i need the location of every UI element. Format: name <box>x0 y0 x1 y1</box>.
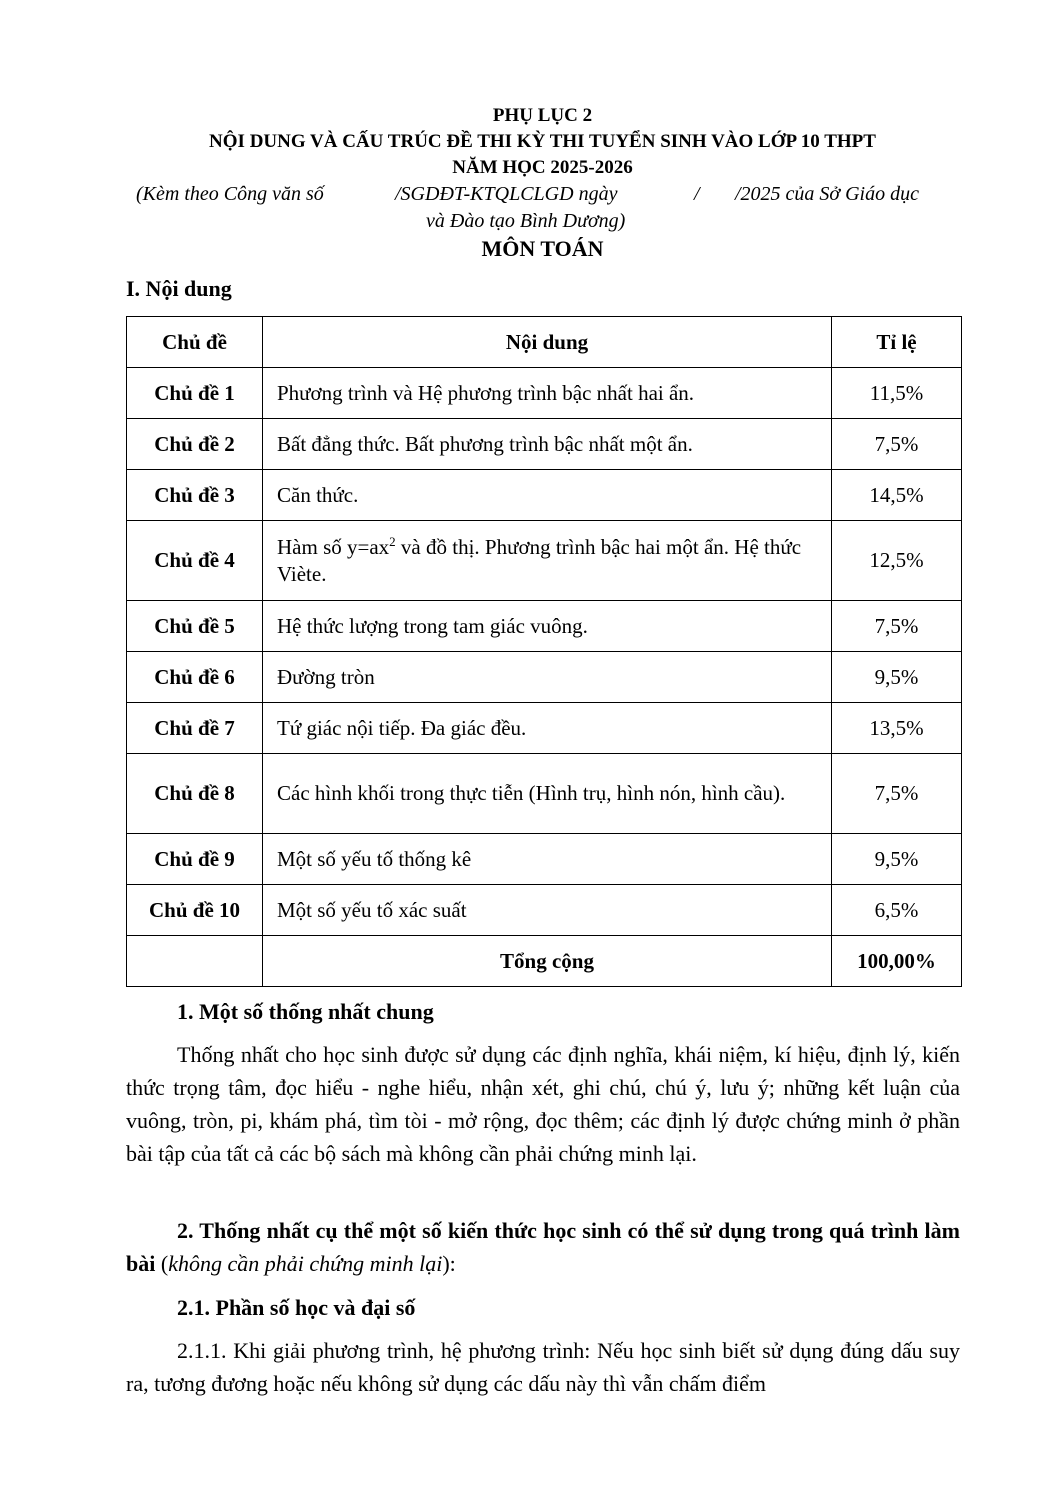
reference-part2: /SGDĐT-KTQLCLGD ngày <box>395 183 618 205</box>
content-cell: Hệ thức lượng trong tam giác vuông. <box>263 601 832 652</box>
topic-cell: Chủ đề 3 <box>127 470 263 521</box>
document-title: NỘI DUNG VÀ CẤU TRÚC ĐỀ THI KỲ THI TUYỂN SINH VÀO LỚP 10 THPT <box>209 131 876 152</box>
content-cell <box>263 521 832 601</box>
total-value: 100,00% <box>832 936 962 987</box>
empty-cell <box>127 936 263 987</box>
subsection-2-title <box>126 1214 960 1280</box>
topic-cell: Chủ đề 6 <box>127 652 263 703</box>
subsection-1-text: Thống nhất cho học sinh được sử dụng các định nghĩa, khái niệm, kí hiệu, định lý, kiến thức trọng tâm, đọc hiểu - nghe hiểu, nhận xét, ghi chú, chú ý, lưu ý; những kết luận của vuông, tròn, pi, khám phá, tìm tòi - mở rộng, đọc thêm; các định lý được chứng minh ở phần bài tập của tất cả các bộ sách mà không cần phải chứng minh lại. <box>126 1042 960 1166</box>
table-row <box>127 368 962 419</box>
column-header: Tỉ lệ <box>832 317 962 368</box>
subsection-2-note: không cần phải chứng minh lại <box>168 1251 443 1276</box>
reference-line2: và Đào tạo Bình Dương) <box>426 210 626 232</box>
rate-cell: 7,5% <box>832 419 962 470</box>
paren-close: ): <box>442 1251 456 1276</box>
table-header-row <box>127 317 962 368</box>
table-row <box>127 885 962 936</box>
paren-open: ( <box>155 1251 169 1276</box>
table-row <box>127 470 962 521</box>
section-heading: I. Nội dung <box>126 276 232 301</box>
content-cell: Đường tròn <box>263 652 832 703</box>
table-total-row <box>127 936 962 987</box>
content-text: Hàm số y=ax <box>277 534 390 559</box>
content-cell: Một số yếu tố xác suất <box>263 885 832 936</box>
table-row <box>127 652 962 703</box>
content-cell: Bất đẳng thức. Bất phương trình bậc nhất một ẩn. <box>263 419 832 470</box>
document-header <box>0 103 1061 181</box>
appendix-title: PHỤ LỤC 2 <box>492 105 593 126</box>
content-cell: Các hình khối trong thực tiễn (Hình trụ, hình nón, hình cầu). <box>263 754 832 834</box>
content-cell: Tứ giác nội tiếp. Đa giác đều. <box>263 703 832 754</box>
rate-cell: 9,5% <box>832 652 962 703</box>
reference-part3: / <box>694 183 700 205</box>
content-cell: Phương trình và Hệ phương trình bậc nhất hai ẩn. <box>263 368 832 419</box>
topic-cell: Chủ đề 2 <box>127 419 263 470</box>
subsection-2-1-title: 2.1. Phần số học và đại số <box>177 1295 416 1320</box>
rate-cell: 13,5% <box>832 703 962 754</box>
exponent: 2 <box>389 533 396 549</box>
topic-cell: Chủ đề 1 <box>127 368 263 419</box>
rate-cell: 12,5% <box>832 521 962 601</box>
reference-part1: (Kèm theo Công văn số <box>136 183 324 205</box>
content-cell: Một số yếu tố thống kê <box>263 834 832 885</box>
subject-title: MÔN TOÁN <box>481 236 604 261</box>
rate-cell: 7,5% <box>832 754 962 834</box>
rate-cell: 11,5% <box>832 368 962 419</box>
table-row <box>127 834 962 885</box>
column-header: Chủ đề <box>127 317 263 368</box>
subsection-1-title: 1. Một số thống nhất chung <box>177 999 434 1024</box>
school-year: NĂM HỌC 2025-2026 <box>452 157 633 178</box>
rate-cell: 9,5% <box>832 834 962 885</box>
topic-cell: Chủ đề 7 <box>127 703 263 754</box>
column-header: Nội dung <box>263 317 832 368</box>
subsection-2-heading: 2. Thống nhất cụ thể một số kiến thức học sinh có thể sử dụng trong quá trình làm bài <box>126 1218 960 1276</box>
content-table <box>126 316 962 987</box>
table-row <box>127 419 962 470</box>
table-row <box>127 754 962 834</box>
topic-cell: Chủ đề 8 <box>127 754 263 834</box>
reference-part4: /2025 của Sở Giáo dục <box>735 183 919 205</box>
topic-cell: Chủ đề 9 <box>127 834 263 885</box>
topic-cell: Chủ đề 4 <box>127 521 263 601</box>
content-text: và đồ thị. Phương trình bậc hai một ẩn. Hệ thức Viète. <box>277 534 802 586</box>
table-row <box>127 521 962 601</box>
rate-cell: 14,5% <box>832 470 962 521</box>
rate-cell: 6,5% <box>832 885 962 936</box>
topic-cell: Chủ đề 5 <box>127 601 263 652</box>
total-label: Tổng cộng <box>263 936 832 987</box>
topic-cell: Chủ đề 10 <box>127 885 263 936</box>
subsection-2-1-1-text: 2.1.1. Khi giải phương trình, hệ phương trình: Nếu học sinh biết sử dụng đúng dấu suy ra, tương đương hoặc nếu không sử dụng các dấu này thì vẫn chấm điểm <box>126 1338 960 1396</box>
rate-cell: 7,5% <box>832 601 962 652</box>
table-row <box>127 703 962 754</box>
table-row <box>127 601 962 652</box>
content-cell: Căn thức. <box>263 470 832 521</box>
